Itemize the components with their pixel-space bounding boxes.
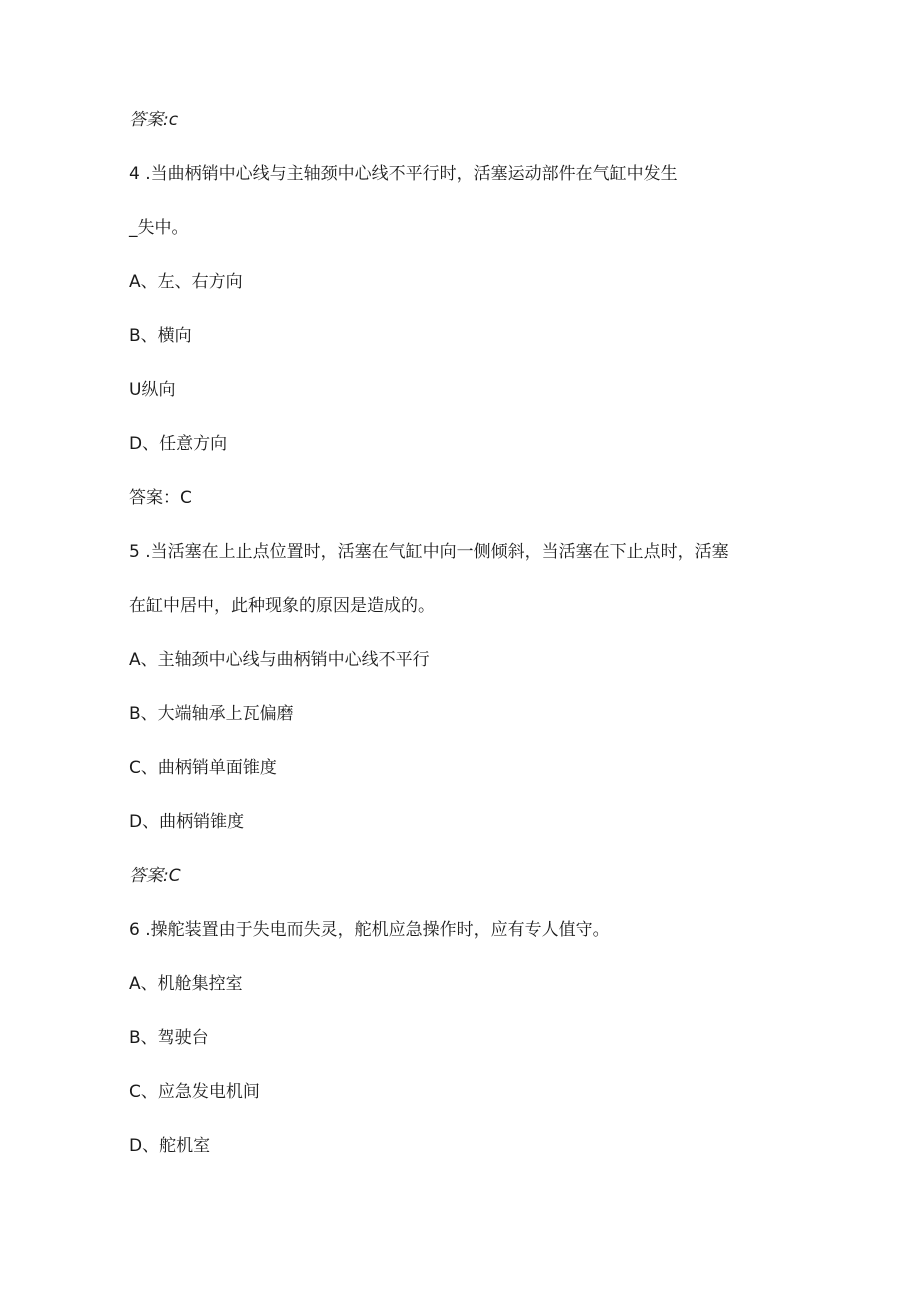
option-b: B、大端轴承上瓦偏磨 bbox=[129, 704, 294, 724]
option-c: C、曲柄销单面锥度 bbox=[129, 758, 277, 778]
question-4-text: 4 .当曲柄销中心线与主轴颈中心线不平行时，活塞运动部件在气缸中发生 bbox=[129, 164, 678, 184]
answer-label: 答案:c bbox=[129, 110, 179, 130]
option-d: D、任意方向 bbox=[129, 434, 228, 454]
option-d: D、舵机室 bbox=[129, 1136, 211, 1156]
option-c: C、应急发电机间 bbox=[129, 1082, 260, 1102]
option-a: A、左、右方向 bbox=[129, 272, 243, 292]
question-6-text: 6 .操舵装置由于失电而失灵，舵机应急操作时，应有专人值守。 bbox=[129, 920, 610, 940]
option-d: D、曲柄销锥度 bbox=[129, 812, 245, 832]
option-a: A、主轴颈中心线与曲柄销中心线不平行 bbox=[129, 650, 430, 670]
question-5-continuation: 在缸中居中，此种现象的原因是造成的。 bbox=[129, 596, 435, 616]
option-c: U纵向 bbox=[129, 380, 176, 400]
answer-label: 答案:C bbox=[129, 866, 181, 886]
option-b: B、驾驶台 bbox=[129, 1028, 209, 1048]
answer-label: 答案：C bbox=[129, 488, 192, 508]
question-5-text: 5 .当活塞在上止点位置时，活塞在气缸中向一侧倾斜，当活塞在下止点时，活塞 bbox=[129, 542, 729, 562]
question-4-continuation: _失中。 bbox=[129, 218, 189, 238]
option-b: B、横向 bbox=[129, 326, 192, 346]
option-a: A、机舱集控室 bbox=[129, 974, 243, 994]
